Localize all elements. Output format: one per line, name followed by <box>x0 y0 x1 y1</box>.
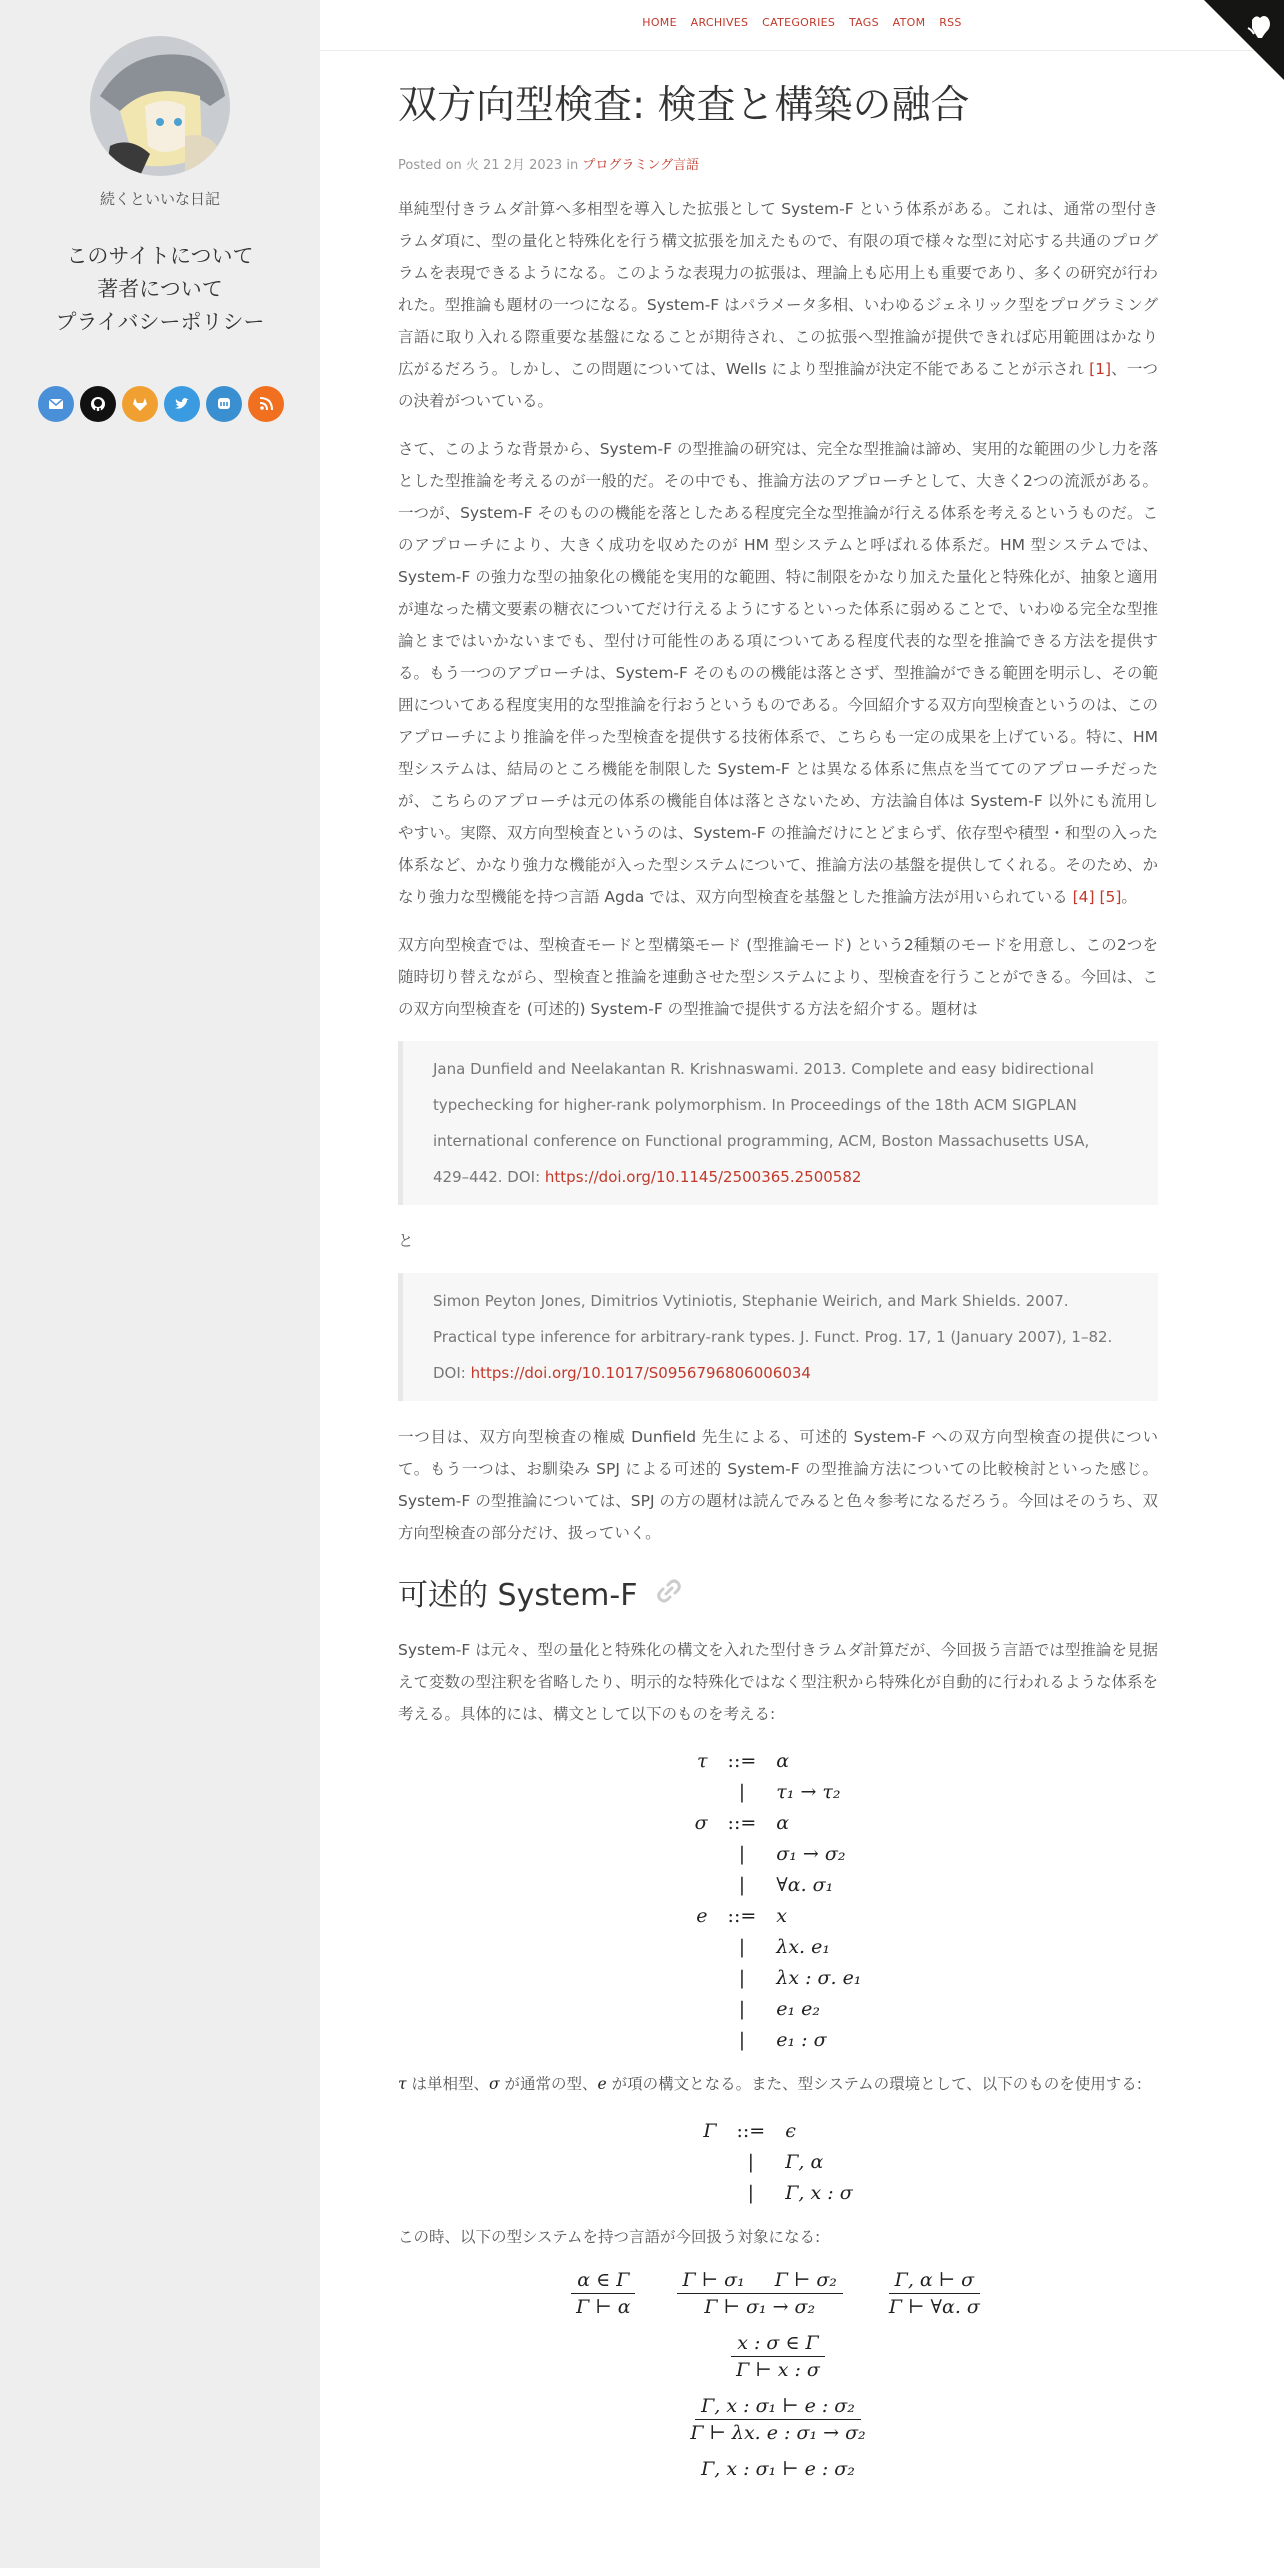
grammar-production: λx : σ. e₁ <box>776 1967 862 1989</box>
citation-spj <box>398 1273 1158 1401</box>
grammar-operator: ::= <box>727 1812 757 1834</box>
grammar-row <box>693 2147 862 2178</box>
avatar-image <box>90 36 230 176</box>
rule-row <box>398 2395 1158 2444</box>
gitlab-button[interactable] <box>122 386 158 422</box>
grammar-row <box>685 1808 872 1839</box>
rule-premise: α ∈ Γ <box>571 2269 635 2294</box>
rule-row <box>398 2332 1158 2381</box>
rule-conclusion: Γ ⊢ λx. e : σ₁ → σ₂ <box>690 2421 866 2444</box>
article <box>398 76 1158 2496</box>
rss-button[interactable] <box>248 386 284 422</box>
gitlab-icon <box>130 394 150 414</box>
rss-icon <box>256 394 276 414</box>
nav-rss[interactable]: RSS <box>939 16 962 29</box>
math-sigma: σ <box>489 2074 500 2093</box>
doi-link-dunfield[interactable]: https://doi.org/10.1145/2500365.2500582 <box>544 1168 862 1186</box>
nav-categories[interactable]: CATEGORIES <box>762 16 836 29</box>
paragraph-bidirectional: 双方向型検査では、型検査モードと型構築モード (型推論モード) という2種類のモードを用意し、この2つを随時切り替えながら、型検査と推論を連動させた型システムにより、型検査を行うことができる。今回は、この双方向型検査を (可述的) System-F の型推論で提供する方法を紹介する。題材は <box>398 936 1158 1018</box>
sidebar <box>0 0 320 2568</box>
paragraph-background-end: 。 <box>1121 888 1137 906</box>
top-nav-items <box>320 16 1284 29</box>
paragraph-background <box>398 433 1158 913</box>
email-button[interactable] <box>38 386 74 422</box>
grammar-row <box>685 1839 872 1870</box>
rule-premise: x : σ ∈ Γ <box>731 2332 825 2357</box>
rule-var-term <box>730 2332 826 2381</box>
math-tau: τ <box>398 2074 407 2093</box>
post-date: Posted on 火 21 2月 2023 in <box>398 158 583 173</box>
sidebar-item-about-site[interactable]: このサイトについて <box>66 244 254 268</box>
grammar-row <box>685 1777 872 1808</box>
doi-link-spj[interactable]: https://doi.org/10.1017/S0956796806006034 <box>470 1364 811 1382</box>
paragraph-intro-text: 単純型付きラムダ計算へ多相型を導入した拡張として System-F という体系がある。これは、通常の型付きラムダ項に、型の量化と特殊化を行う構文拡張を加えたもので、有限の項で様々な型に対応する共通のプログラムを表現できるようになる。このような表現力の拡張は、理論上も応用上も重要であり、多くの研究が行われた。型推論も題材の一つになる。System-F はパラメータ多相、いわゆるジェネリック型をプログラミング言語に取り入れる際重要な基盤になることが期待され、この拡張へ型推論が提供できれば応用範囲はかなり広がるだろう。しかし、この問題については、Wells により型推論が決定不能であることが示され <box>398 200 1158 378</box>
mastodon-icon <box>214 394 234 414</box>
grammar-production: λx. e₁ <box>776 1936 830 1958</box>
github-icon <box>88 394 108 414</box>
grammar-row <box>685 1901 872 1932</box>
ref-link-1[interactable]: [1] <box>1089 360 1112 378</box>
octocat-icon <box>1204 0 1284 80</box>
grammar-row <box>693 2178 862 2209</box>
grammar-row <box>693 2116 862 2147</box>
nav-home[interactable]: HOME <box>642 16 677 29</box>
grammar-nonterminal <box>693 2147 726 2178</box>
grammar-nonterminal <box>685 1994 718 2025</box>
rule-arrow-type <box>677 2269 843 2318</box>
github-corner[interactable] <box>1204 0 1284 80</box>
twitter-icon <box>172 394 192 414</box>
rule-row <box>398 2458 1158 2482</box>
grammar-production: ϵ <box>785 2120 796 2142</box>
twitter-button[interactable] <box>164 386 200 422</box>
grammar-nonterminal <box>685 1932 718 1963</box>
grammar-operator: | <box>738 1843 746 1865</box>
grammar-production: τ₁ → τ₂ <box>776 1781 841 1803</box>
grammar-nonterminal: σ <box>694 1812 708 1834</box>
rule-premise: Γ, α ⊢ σ <box>889 2269 980 2294</box>
grammar-nonterminal <box>685 1839 718 1870</box>
grammar-operator: ::= <box>727 1905 757 1927</box>
paragraph-env-text-c: が項の構文となる。また、型システムの環境として、以下のものを使用する: <box>606 2074 1143 2093</box>
avatar[interactable] <box>90 36 230 176</box>
social-links <box>38 386 288 422</box>
conjunction-text: と <box>398 1232 414 1250</box>
grammar-production: α <box>776 1750 790 1772</box>
nav-archives[interactable]: ARCHIVES <box>690 16 749 29</box>
paragraph-type-system: この時、以下の型システムを持つ言語が今回扱う対象になる: <box>398 2227 821 2246</box>
mastodon-button[interactable] <box>206 386 242 422</box>
grammar-operator: ::= <box>736 2120 766 2142</box>
grammar-nonterminal <box>693 2178 726 2209</box>
grammar-production: ∀α. σ₁ <box>776 1874 834 1896</box>
nav-tags[interactable]: TAGS <box>848 16 879 29</box>
rule-abs <box>684 2395 871 2444</box>
post-meta <box>398 154 1158 173</box>
grammar-operator: | <box>738 1781 746 1803</box>
rule-conclusion: Γ ⊢ α <box>576 2295 631 2318</box>
grammar-nonterminal <box>685 1870 718 1901</box>
grammar-nonterminal: Γ <box>703 2120 717 2142</box>
rule-premise-a: Γ ⊢ σ₁ <box>682 2268 745 2291</box>
grammar-row <box>685 1932 872 1963</box>
paragraph-background-text: さて、このような背景から、System-F の型推論の研究は、完全な型推論は諦め、実用的な範囲の少し力を落とした型推論を考えるのが一般的だ。その中でも、推論方法のアプローチとして、大きく2つの流派がある。一つが、System-F そのものの機能を落としたある程度完全な型推論が行える体系を考えるというものだ。このアプローチにより、大きく成功を収めたのが HM 型システムと呼ばれる体系だ。HM 型システムでは、System-F の強力な型の抽象化の機能を実用的な範囲、特に制限をかなり加えた量化と特殊化が、抽象と適用が連なった構文要素の糖衣についてだけ行えるようにするといった体系に弱めることで、いわゆる完全な型推論とまではいかないまでも、型付け可能性のある項についてある程度代表的な型を推論できる方法を提供する。もう一つのアプローチは、System-F そのものの機能は落とさず、型推論ができる範囲を明示し、その範囲についてある程度実用的な型推論を行おうというものである。今回紹介する双方向型検査というのは、このアプローチにより推論を伴った型検査を提供する技術体系で、こちらも一定の成果を上げている。特に、HM 型システムは、結局のところ機能を制限した System-F とは異なる体系に焦点を当ててのアプローチだったが、こちらのアプローチは元の体系の機能自体は落とさないため、方法論自体は System-F 以外にも流用しやすい。実際、双方向型検査というのは、System-F の推論だけにとどまらず、依存型や積型・和型の入った体系など、かなり強力な機能が入った型システムについて、推論方法の基盤を提供してくれる。そのため、かなり強力な型機能を持つ言語 Agda では、双方向型検査を基盤とした推論方法が用いられている <box>398 440 1158 906</box>
anchor-link-icon[interactable] <box>654 1579 684 1614</box>
nav-atom[interactable]: ATOM <box>892 16 926 29</box>
rule-premise <box>677 2269 843 2294</box>
env-grammar <box>693 2116 862 2209</box>
rule-abs-annot <box>695 2458 861 2482</box>
citation-spj-text: Simon Peyton Jones, Dimitrios Vytiniotis, Stephanie Weirich, and Mark Shields. 2007. Practical type inference for arbitrary-rank types. J. Funct. Prog. 17, 1 (January 2007), 1–82. DOI: <box>433 1292 1113 1382</box>
paragraph-env-text-b: が通常の型、 <box>499 2074 598 2093</box>
paragraph-env <box>398 2068 1158 2100</box>
grammar-operator: | <box>747 2151 755 2173</box>
citation-dunfield <box>398 1041 1158 1205</box>
grammar-row <box>685 1994 872 2025</box>
sidebar-item-about-author[interactable]: 著者について <box>97 277 223 301</box>
rule-row <box>398 2269 1158 2318</box>
rule-var-type <box>570 2269 636 2318</box>
grammar-row <box>685 1870 872 1901</box>
syntax-grammar <box>685 1746 872 2056</box>
category-link[interactable]: プログラミング言語 <box>582 158 700 173</box>
section-title <box>398 1571 1158 1622</box>
grammar-production: x <box>776 1905 787 1927</box>
rule-conclusion: Γ ⊢ ∀α. σ <box>888 2295 980 2318</box>
paragraph-env-text-a: は単相型、 <box>406 2074 490 2093</box>
page-title: 双方向型検査: 検査と構築の融合 <box>398 83 970 128</box>
typing-rules <box>398 2269 1158 2482</box>
rule-conclusion: Γ ⊢ σ₁ → σ₂ <box>704 2295 816 2318</box>
grammar-production: e₁ e₂ <box>776 1998 821 2020</box>
grammar-operator: | <box>738 1874 746 1896</box>
grammar-production: Γ, x : σ <box>785 2182 853 2204</box>
grammar-row <box>685 2025 872 2056</box>
grammar-nonterminal <box>685 1777 718 1808</box>
grammar-production: σ₁ → σ₂ <box>776 1843 846 1865</box>
grammar-operator: ::= <box>727 1750 757 1772</box>
section-title-text: 可述的 System-F <box>398 1578 638 1613</box>
grammar-production: Γ, α <box>785 2151 824 2173</box>
rule-premise-b: Γ ⊢ σ₂ <box>774 2268 837 2291</box>
paragraph-intro-end: 、一つの決着がついている。 <box>398 360 1158 410</box>
grammar-operator: | <box>738 2029 746 2051</box>
citation-dunfield-text: Jana Dunfield and Neelakantan R. Krishnaswami. 2013. Complete and easy bidirectional typechecking for higher-rank polymorphism. In Proceedings of the 18th ACM SIGPLAN international conference on Functional programming, ACM, Boston Massachusetts USA, 429–442. DOI: <box>433 1060 1094 1186</box>
grammar-nonterminal: e <box>696 1905 708 1927</box>
grammar-operator: | <box>738 1936 746 1958</box>
paragraph-sources: 一つ目は、双方向型検査の権威 Dunfield 先生による、可述的 System-F への双方向型検査の提供について。もう一つは、お馴染み SPJ による可述的 System-F の型推論方法についての比較検討といった感じ。System-F の型推論については、SPJ の方の題材は読んでみると色々参考になるだろう。今回はそのうち、双方向型検査の部分だけ、扱っていく。 <box>398 1428 1158 1542</box>
ref-link-4-5[interactable]: [4] [5] <box>1072 888 1122 906</box>
rule-forall-type <box>883 2269 986 2318</box>
top-nav <box>320 0 1284 51</box>
sidebar-nav <box>0 240 320 339</box>
paragraph-intro <box>398 193 1158 417</box>
rule-premise: Γ, x : σ₁ ⊢ e : σ₂ <box>695 2395 861 2420</box>
grammar-operator: | <box>747 2182 755 2204</box>
grammar-production: e₁ : σ <box>776 2029 827 2051</box>
github-button[interactable] <box>80 386 116 422</box>
grammar-production: α <box>776 1812 790 1834</box>
rule-conclusion: Γ ⊢ x : σ <box>736 2358 820 2381</box>
grammar-nonterminal <box>685 2025 718 2056</box>
site-title[interactable]: 続くといいな日記 <box>99 190 220 208</box>
grammar-nonterminal <box>685 1963 718 1994</box>
grammar-row <box>685 1746 872 1777</box>
grammar-operator: | <box>738 1967 746 1989</box>
grammar-nonterminal: τ <box>697 1750 708 1772</box>
grammar-row <box>685 1963 872 1994</box>
paragraph-syntax: System-F は元々、型の量化と特殊化の構文を入れた型付きラムダ計算だが、今回扱う言語では型推論を見据えて変数の型注釈を省略したり、明示的な特殊化ではなく型注釈から特殊化が自動的に行われるような体系を考える。具体的には、構文として以下のものを考える: <box>398 1640 1158 1723</box>
sidebar-item-privacy-policy[interactable]: プライバシーポリシー <box>55 310 265 334</box>
envelope-icon <box>46 394 66 414</box>
math-e: e <box>597 2074 607 2093</box>
grammar-operator: | <box>738 1998 746 2020</box>
rule-premise: Γ, x : σ₁ ⊢ e : σ₂ <box>701 2457 855 2480</box>
